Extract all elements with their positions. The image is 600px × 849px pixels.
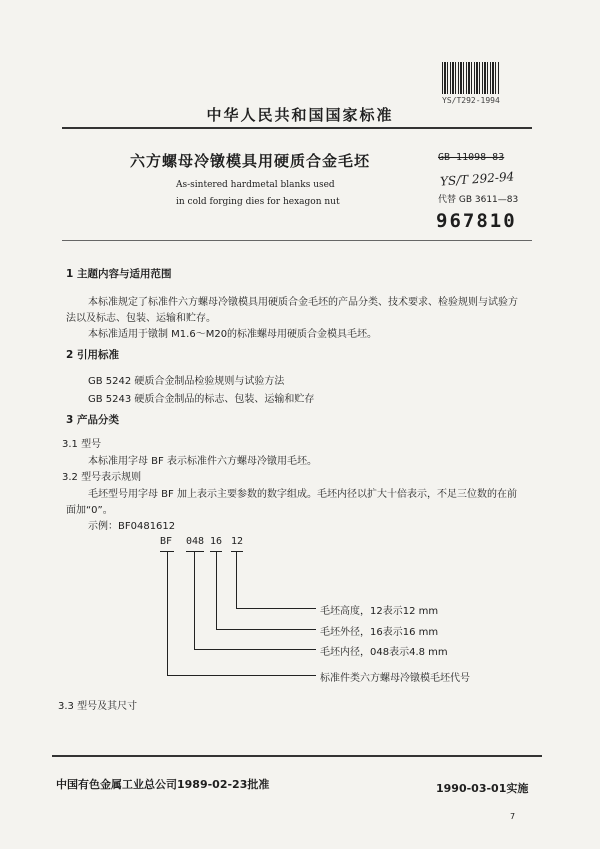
section-1-paragraph-line2: 法以及标志、包装、运输和贮存。	[66, 313, 216, 324]
label-outer-diameter: 毛坯外径，16表示16 mm	[320, 627, 439, 638]
section-3-1-text: 本标准用字母 BF 表示标准件六方螺母冷镦用毛坯。	[88, 456, 317, 467]
model-example: 示例：BF0481612	[88, 521, 176, 532]
leader-inner-diameter-vertical	[194, 551, 195, 649]
section-3-2-line2: 面加“0”。	[66, 505, 113, 516]
effective-date: 1990-03-01实施	[436, 782, 529, 795]
leader-outer-diameter-vertical	[216, 551, 217, 629]
section-2-heading: 2 引用标准	[66, 349, 119, 361]
leader-bf-horizontal	[167, 675, 316, 676]
reference-gb5242: GB 5242 硬质合金制品检验规则与试验方法	[88, 376, 285, 387]
catalog-number: 967810	[436, 210, 517, 232]
title-divider	[62, 240, 532, 241]
label-height: 毛坯高度，12表示12 mm	[320, 606, 439, 617]
section-1-paragraph-line1: 本标准规定了标准件六方螺母冷镦模具用硬质合金毛坯的产品分类、技术要求、检验规则与试验方	[88, 297, 518, 308]
code-part-bf: BF	[160, 536, 173, 547]
bracket-inner-diameter	[186, 551, 204, 552]
replaces-standard: 代替 GB 3611—83	[438, 195, 519, 205]
label-inner-diameter: 毛坯内径，048表示4.8 mm	[320, 647, 448, 658]
document-title-en-line2: in cold forging dies for hexagon nut	[176, 197, 340, 207]
bracket-height	[231, 551, 243, 552]
barcode-image	[442, 62, 500, 94]
handwritten-standard-number: YS/T 292-94	[439, 169, 515, 189]
leader-height-vertical	[236, 551, 237, 608]
section-3-2-heading: 3.2 型号表示规则	[62, 472, 142, 483]
section-1-heading: 1 主题内容与适用范围	[66, 268, 172, 280]
page-number: 7	[510, 812, 516, 821]
national-standard-heading: 中华人民共和国国家标准	[206, 106, 394, 124]
section-3-1-heading: 3.1 型号	[62, 439, 102, 450]
leader-inner-diameter-horizontal	[194, 649, 316, 650]
code-part-inner-diameter: 048	[186, 536, 205, 547]
footer-divider	[52, 755, 542, 757]
code-part-outer-diameter: 16	[210, 536, 223, 547]
section-3-3-heading: 3.3 型号及其尺寸	[58, 701, 138, 712]
header-divider	[62, 127, 532, 129]
barcode-text: YS/T292-1994	[442, 96, 500, 105]
leader-outer-diameter-horizontal	[216, 629, 316, 630]
leader-bf-vertical	[167, 551, 168, 675]
label-code-bf: 标准件类六方螺母冷镦模毛坯代号	[320, 673, 470, 684]
leader-height-horizontal	[236, 608, 316, 609]
code-part-height: 12	[231, 536, 244, 547]
document-title-cn: 六方螺母冷镦模具用硬质合金毛坯	[130, 152, 371, 170]
document-title-en-line1: As-sintered hardmetal blanks used	[176, 180, 335, 190]
section-3-heading: 3 产品分类	[66, 414, 119, 426]
reference-gb5243: GB 5243 硬质合金制品的标志、包装、运输和贮存	[88, 394, 315, 405]
section-3-2-line1: 毛坯型号用字母 BF 加上表示主要参数的数字组成。毛坯内径以扩大十倍表示，不足三位数的在前	[88, 489, 517, 500]
approval-date: 中国有色金属工业总公司1989-02-23批准	[56, 778, 270, 791]
struck-standard-number: GB 11098—83	[438, 152, 505, 163]
section-1-paragraph-2: 本标准适用于镦制 M1.6～M20的标准螺母用硬质合金模具毛坯。	[88, 329, 378, 340]
